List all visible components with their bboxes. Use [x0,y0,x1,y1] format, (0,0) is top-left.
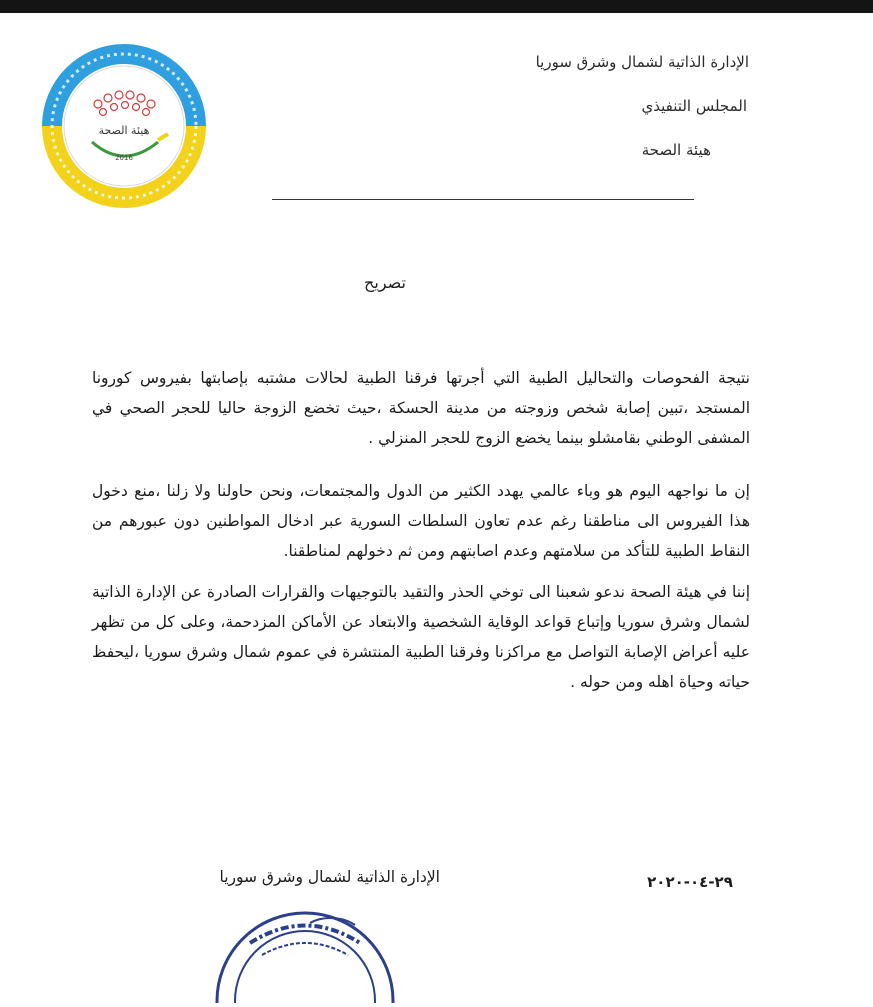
seal-year: 2016 [115,154,133,162]
paragraph-2: إن ما نواجهه اليوم هو وباء عالمي يهدد الكثير من الدول والمجتمعات، ونحن حاولنا ولا زلنا ،منع دخول هذا الفيروس الى مناطقنا رغم عدم تعاون السلطات السورية عبر ادخال المواطنين دون عبورهم من النقاط الطبية للتأكد من سلامتهم وعدم اصابتهم ومن ثم دخولهم لمناطقنا. [92,482,750,560]
letterhead-council: المجلس التنفيذي [641,97,747,115]
signature-date: ٢٩-٠٤-٢٠٢٠ [647,873,733,891]
document-title: تصريح [364,273,406,292]
seal-center-text: هيئة الصحة [98,124,150,137]
paragraph-1: نتيجة الفحوصات والتحاليل الطبية التي أجرتها فرقنا الطبية لحالات مشتبه بإصابتها بفيروس كورونا المستجد ،تبين إصابة شخص وزوجته من مدينة الحسكة ،حيث تخضع الزوجة حاليا للحجر الصحي في المشفى الوطني بقامشلو بينما يخضع الزوج للحجر المنزلي . [92,369,750,447]
letterhead-administration: الإدارة الذاتية لشمال وشرق سوريا [535,53,749,71]
top-dark-border [0,0,873,13]
official-stamp-icon [210,903,400,1003]
signature-organization: الإدارة الذاتية لشمال وشرق سوريا [219,868,440,886]
paragraph-3: إننا في هيئة الصحة ندعو شعبنا الى توخي الحذر والتقيد بالتوجيهات والقرارات الصادرة عن الإدارة الذاتية لشمال وشرق سوريا وإتباع قواعد الوقاية الشخصية والابتعاد عن الأماكن المزدحمة، وعلى كل من تظهر عليه أعراض الإصابة التواصل مع مراكزنا وفرقنا الطبية المنتشرة في عموم شمال وشرق سوريا ،ليحفظ حياته وحياة اهله ومن حوله . [92,583,750,691]
header-divider [272,199,694,200]
letterhead-authority: هيئة الصحة [641,141,711,159]
health-authority-seal-icon [40,42,208,210]
